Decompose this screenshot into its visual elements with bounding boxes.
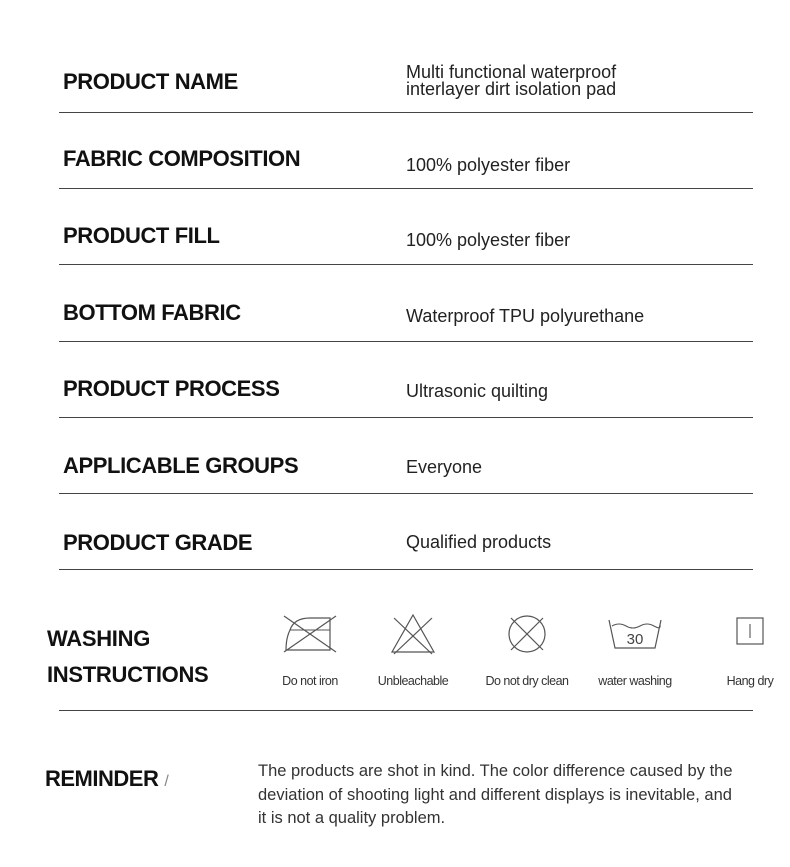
wash-item-hang-dry — [695, 612, 790, 688]
spec-value: 100% polyester fiber — [406, 230, 571, 250]
spec-label: APPLICABLE GROUPS — [63, 453, 299, 478]
spec-row-fabric-composition — [59, 113, 753, 189]
spec-label: PRODUCT FILL — [63, 223, 220, 248]
wash-temp: 30 — [626, 631, 644, 648]
spec-row-product-grade — [59, 494, 753, 570]
no-bleach-icon — [388, 612, 438, 656]
wash-label: Unbleachable — [377, 674, 449, 688]
spec-value-line: interlayer dirt isolation pad — [406, 79, 617, 99]
spec-row-product-process — [59, 342, 753, 418]
spec-value: 100% polyester fiber — [406, 155, 571, 175]
wash-label: Do not iron — [282, 674, 338, 688]
spec-label: FABRIC COMPOSITION — [63, 146, 301, 171]
reminder-slash: / — [164, 773, 169, 790]
wash-label: Hang dry — [726, 674, 774, 688]
wash-item-no-dry-clean — [472, 612, 582, 688]
divider — [59, 710, 753, 711]
washing-instructions-title — [47, 621, 208, 693]
spec-value: Waterproof TPU polyurethane — [406, 306, 645, 326]
spec-value-line: Multi functional waterproof — [406, 62, 617, 82]
wash-item-no-iron — [255, 612, 365, 688]
no-dry-clean-icon — [505, 612, 549, 656]
spec-label: PRODUCT PROCESS — [63, 376, 280, 401]
washing-title-line: WASHING — [47, 626, 151, 651]
wash-30-icon — [605, 612, 665, 656]
no-iron-icon — [280, 612, 340, 656]
wash-item-no-bleach — [358, 612, 468, 688]
spec-label: PRODUCT NAME — [63, 69, 238, 94]
reminder-title — [45, 766, 168, 792]
hang-dry-icon — [733, 612, 767, 656]
wash-label: Do not dry clean — [485, 674, 569, 688]
spec-row-product-name — [59, 40, 753, 113]
reminder-title-text: REMINDER — [45, 766, 159, 791]
spec-value — [406, 64, 616, 98]
spec-label: BOTTOM FABRIC — [63, 300, 241, 325]
washing-title-line: INSTRUCTIONS — [47, 662, 209, 687]
reminder-text: The products are shot in kind. The color difference caused by the deviation of shooting light and different displays is inevitable, and it is not a quality problem. — [258, 762, 733, 827]
spec-value: Qualified products — [406, 532, 552, 552]
wash-label: water washing — [598, 674, 672, 688]
wash-item-water-washing — [580, 612, 690, 688]
spec-row-product-fill — [59, 189, 753, 265]
spec-row-bottom-fabric — [59, 265, 753, 342]
spec-row-applicable-groups — [59, 418, 753, 494]
spec-value: Ultrasonic quilting — [406, 381, 549, 401]
spec-label: PRODUCT GRADE — [63, 530, 253, 555]
spec-value: Everyone — [406, 457, 483, 477]
